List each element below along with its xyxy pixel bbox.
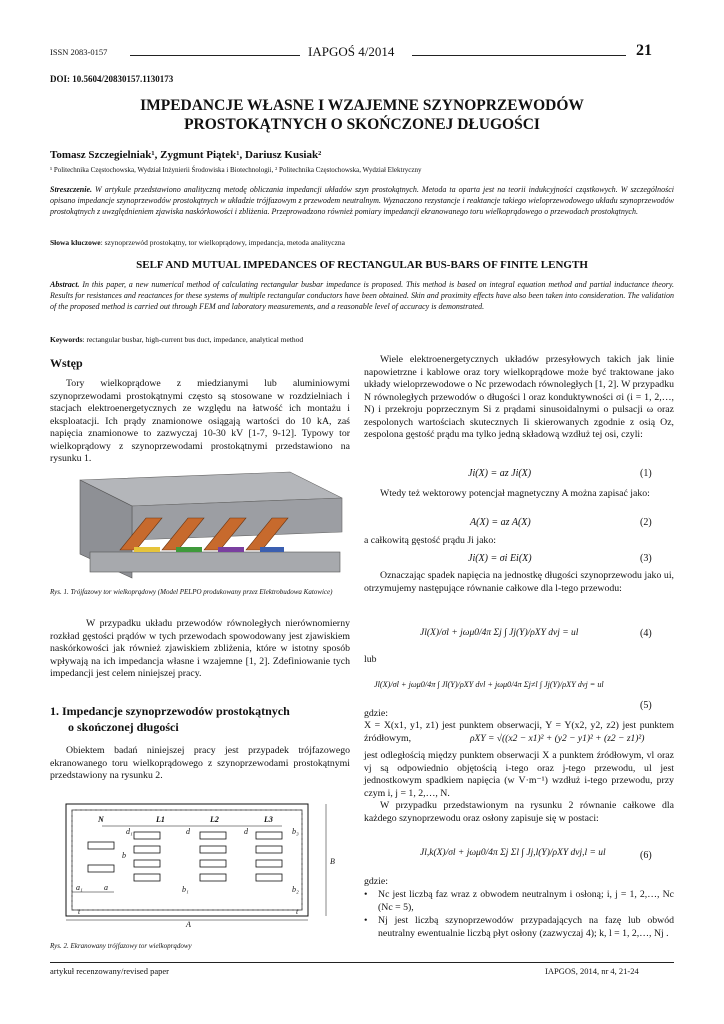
footer-rule xyxy=(50,962,674,963)
footer-left: artykuł recenzowany/revised paper xyxy=(50,966,169,976)
right-paragraph-4: Oznaczając spadek napięcia na jednostkę długości szynoprzewodu jako ui, otrzymujemy następujące równanie całkowe dla l-tego przewodu: xyxy=(364,570,674,594)
bullet-1-text: Nc jest liczbą faz wraz z obwodem neutralnym i osłoną; i, j = 1, 2,…, Nc (Nc = 5), xyxy=(378,889,674,913)
bar-l3-1 xyxy=(256,832,282,839)
label-b1: b₁ xyxy=(182,885,189,894)
section-heading-intro: Wstęp xyxy=(50,356,83,370)
title-line-1: IMPEDANCJE WŁASNE I WZAJEMNE SZYNOPRZEWODÓW xyxy=(140,97,584,114)
keywords-pl-label: Słowa kluczowe xyxy=(50,238,101,247)
figure-2-diagram xyxy=(60,800,350,928)
bar-l2-2 xyxy=(200,846,226,853)
equation-4: Jl(X)/σl + jωμ0/4π Σj ∫ Jj(Y)/ρXY dvj = ul xyxy=(420,628,579,638)
keywords-en-text: : rectangular busbar, high-current bus duct, impedance, analytical method xyxy=(82,335,304,344)
bar-n-top xyxy=(88,842,114,849)
abstract-pl xyxy=(50,184,674,217)
figure-1-caption: Rys. 1. Trójfazowy tor wielkoprądowy (Model PELPO produkowany przez Elektrobudowa Katowice) xyxy=(50,588,333,596)
equation-2-number: (2) xyxy=(640,517,652,528)
housing-bottom xyxy=(90,552,340,572)
title-line-2: PROSTOKĄTNYCH O SKOŃCZONEJ DŁUGOŚCI xyxy=(184,116,540,133)
authors: Tomasz Szczegielniak¹, Zygmunt Piątek¹, Dariusz Kusiak² xyxy=(50,149,322,161)
label-t-left: t xyxy=(78,907,81,916)
intro-paragraph-1: Tory wielkoprądowe z miedzianymi lub aluminiowymi szynoprzewodami prostokątnymi często są stosowane w rozdzielniach i stacjach elektroenergetycznych ze względu na łatwość ich montażu i eksploatacji. Ich prądy znamionowe osiągają wartości do 10 kA, zaś napięcia znamionowe to zazwyczaj 10-30 kV [1-7, 9-12]. Typowy tor wielkoprądowy z szynoprzewodami prostokątnymi przedstawiono na rysunku 1. xyxy=(50,378,350,464)
bar-l1-2 xyxy=(134,846,160,853)
issn: ISSN 2083-0157 xyxy=(50,47,108,57)
right-paragraph-2: Wtedy też wektorowy potencjał magnetyczny A można zapisać jako: xyxy=(380,488,650,499)
lub-label: lub xyxy=(364,654,377,665)
phase-marker-blue xyxy=(260,547,284,552)
section-heading-1a: 1. Impedancje szynoprzewodów prostokątnych xyxy=(50,704,290,718)
english-title: SELF AND MUTUAL IMPEDANCES OF RECTANGULAR BUS-BARS OF FINITE LENGTH xyxy=(136,259,588,271)
bullet-2 xyxy=(364,915,674,940)
phase-marker-green xyxy=(176,547,202,552)
figure-1-busduct-illustration xyxy=(50,470,350,582)
abstract-pl-text: W artykule przedstawiono analityczną metodę obliczania impedancji układów szyn prostokątnych. Metoda ta oparta jest na teorii indukcyjności cząstkowych. W szczególności opisano impedancje szynoprzewodów prostokątnych w układzie trójfazowym z przewodem neutralnym. Wyznaczono rezystancje i reaktancje takiego wieloprzewodowego układu szynoprzewodów prostokątnych z uwzględnieniem zjawiska naskórkowości i zbliżenia. Przeprowadzono również pomiary impedancji ekranowanego toru wielkoprądowego o przewodach prostokątnych. xyxy=(50,185,674,216)
label-b3: b₃ xyxy=(292,827,299,836)
label-t-right: t xyxy=(296,907,299,916)
section-1-paragraph: Obiektem badań niniejszej pracy jest przypadek trójfazowego ekranowanego toru wielkoprądowego z szynoprzewodami prostokątnymi przedstawiony na rysunku 2. xyxy=(50,745,350,781)
label-B: B xyxy=(330,857,335,866)
keywords-pl xyxy=(50,238,674,247)
label-L2: L2 xyxy=(210,815,219,824)
label-N: N xyxy=(98,815,104,824)
equation-1: Ji(X) = az Ji(X) xyxy=(468,468,532,479)
intro-paragraph-2: W przypadku układu przewodów równoległych nierównomierny rozkład gęstości prądów w tych przewodach spowodowany jest zjawiskiem naskórkowości jak również zjawiskiem zbliżenia, które w istotny sposób wpływają na ich impedancja własne i wzajemne [1, 2]. Zdefiniowanie tych impedancji jest celem niniejszej pracy. xyxy=(50,618,350,679)
label-d-b: d xyxy=(244,827,248,836)
right-paragraph-5: X = X(x1, y1, z1) jest punktem obserwacji, Y = Y(x2, y2, z2) jest punktem źródłowym, xyxy=(364,720,674,744)
section-heading-1b: o skończonej długości xyxy=(68,720,179,734)
label-L1: L1 xyxy=(156,815,165,824)
gdzie-label-2: gdzie: xyxy=(364,876,388,887)
bar-l2-4 xyxy=(200,874,226,881)
keywords-pl-text: : szynoprzewód prostokątny, tor wielkoprądowy, impedancja, metoda analityczna xyxy=(100,238,345,247)
keywords-en xyxy=(50,335,674,344)
label-L3: L3 xyxy=(264,815,273,824)
abstract-en xyxy=(50,279,674,312)
keywords-en-label: Keywords xyxy=(50,335,83,344)
right-paragraph-6: jest odległością między punktem obserwacji X a punktem źródłowym, vl oraz vj są odpowiednio objętością i-tego oraz j-tego przewodu, ul jest jednostkowym spadkiem napięcia (w V·m⁻¹) wzdłuż i-tego przewodu, przy czym i, j = 1, 2,…, N. xyxy=(364,750,674,799)
bar-l3-3 xyxy=(256,860,282,867)
equation-2: A(X) = az A(X) xyxy=(470,517,531,528)
label-b2: b₂ xyxy=(292,885,299,894)
equation-3: Ji(X) = σi Ei(X) xyxy=(468,553,532,564)
phase-marker-yellow xyxy=(134,547,160,552)
bullet-2-text: Nj jest liczbą szynoprzewodów przypadających na fazę lub obwód neutralny ewentualnie liczbą płyt osłony (zazwyczaj 4); k, l = 1, 2,…, Nj . xyxy=(378,915,674,939)
label-A: A xyxy=(186,920,191,928)
equation-4-number: (4) xyxy=(640,628,652,639)
bar-l3-2 xyxy=(256,846,282,853)
right-paragraph-1: Wiele elektroenergetycznych układów przesyłowych takich jak linie napowietrzne i kablowe oraz tory wielkoprądowe może być traktowane jako układy wieloprzewodowe o Nc przewodach równoległych [1, 2]. W przypadku N równoległych przewodów o długości l oraz konduktywności σi (i = 1, 2,…, N) i przekroju poprzecznym Si z prądami sinusoidalnymi o pulsacji ω oraz zespolonych wartościach skutecznych Ii skierowanych zgodnie z osią Oz, zespolona gęstość prądu ma tylko jedną składową wzdłuż tej osi, czyli: xyxy=(364,354,674,440)
bar-l1-3 xyxy=(134,860,160,867)
dimension-lines xyxy=(66,804,326,920)
equation-rho: ρXY = √((x2 − x1)² + (y2 − y1)² + (z2 − z1)²) xyxy=(470,734,645,744)
label-b: b xyxy=(122,851,126,860)
bar-l1-4 xyxy=(134,874,160,881)
label-d-a: d xyxy=(186,827,190,836)
bar-n-bottom xyxy=(88,865,114,872)
bullet-1 xyxy=(364,889,674,914)
label-a: a xyxy=(104,883,108,892)
right-paragraph-3: a całkowitą gęstość prądu Ji jako: xyxy=(364,535,496,546)
header-rule-right xyxy=(412,55,626,56)
journal-title: IAPGOŚ 4/2014 xyxy=(308,44,395,59)
equation-6: Jl,k(X)/σl + jωμ0/4π Σj Σl ∫ Jj,l(Y)/ρXY dvj,l = ul xyxy=(420,848,606,858)
abstract-en-label: Abstract. xyxy=(50,280,80,289)
gdzie-label: gdzie: xyxy=(364,708,388,719)
affiliation: ¹ Politechnika Częstochowska, Wydział Inżynierii Środowiska i Biotechnologii, ² Politechnika Częstochowska, Wydział Elektryczny xyxy=(50,166,422,174)
page-number: 21 xyxy=(636,42,652,59)
footer-right: IAPGOS, 2014, nr 4, 21-24 xyxy=(545,966,639,976)
label-a1: a₁ xyxy=(76,883,83,892)
bar-l2-1 xyxy=(200,832,226,839)
label-d1: d₁ xyxy=(126,827,133,836)
bar-l1-1 xyxy=(134,832,160,839)
equation-6-number: (6) xyxy=(640,850,652,861)
bullet-dot-2: • xyxy=(364,915,368,926)
equation-3-number: (3) xyxy=(640,553,652,564)
paper-title xyxy=(50,96,674,134)
figure-2-caption: Rys. 2. Ekranowany trójfazowy tor wielkoprądowy xyxy=(50,942,192,950)
bar-l2-3 xyxy=(200,860,226,867)
busbar-rows xyxy=(88,832,282,881)
equation-5: Jl(X)/σl + jωμ0/4π ∫ Jl(Y)/ρXY dvl + jωμ0/4π Σj≠l ∫ Jj(Y)/ρXY dvj = ul xyxy=(374,680,604,689)
abstract-pl-label: Streszczenie. xyxy=(50,185,92,194)
equation-5-number: (5) xyxy=(640,700,652,711)
phase-marker-purple xyxy=(218,547,244,552)
header-rule-left xyxy=(130,55,300,56)
right-paragraph-7: W przypadku przedstawionym na rysunku 2 równanie całkowe dla każdego szynoprzewodu oraz osłony zapisuje się w postaci: xyxy=(364,800,674,824)
abstract-en-text: In this paper, a new numerical method of calculating rectangular busbar impedance is proposed. This method is based on integral equation method and partial inductance theory. Results for resistances and reactances for these systems of multiple rectangular conductors have been obtained. Skin and proximity effects have also been taken into consideration. The validation of the proposed method is carried out through FEM and laboratory measurements, and a reasonable level of accuracy is demonstrated. xyxy=(50,280,674,311)
doi: DOI: 10.5604/20830157.1130173 xyxy=(50,74,174,84)
bar-l3-4 xyxy=(256,874,282,881)
bullet-dot-1: • xyxy=(364,889,368,900)
equation-1-number: (1) xyxy=(640,468,652,479)
